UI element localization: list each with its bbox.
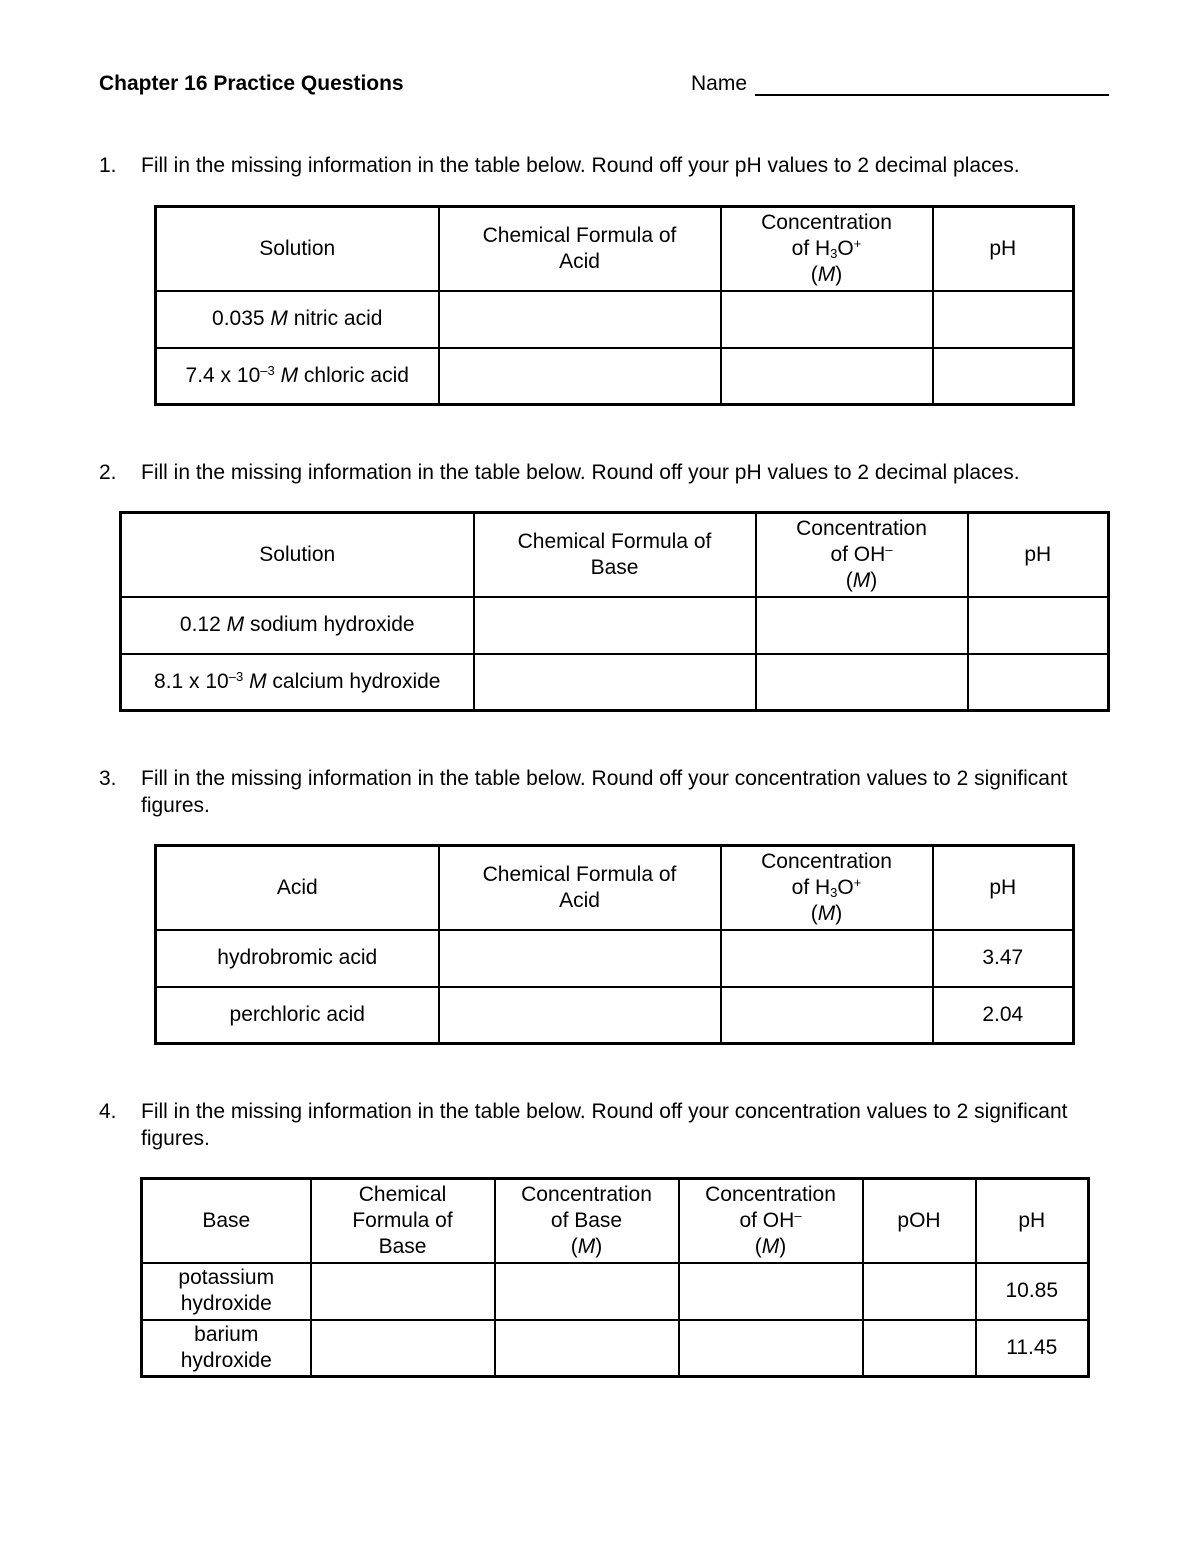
base-cell: potassium hydroxide: [142, 1263, 311, 1320]
table-row: [121, 654, 1109, 711]
table-q1: [154, 205, 1075, 406]
question-number: 2.: [99, 461, 117, 484]
header-cell: pH: [968, 513, 1109, 597]
table-row: [156, 291, 1074, 348]
concentration-base-cell[interactable]: [495, 1320, 679, 1377]
table-row: [142, 1320, 1089, 1377]
poh-cell[interactable]: [863, 1320, 976, 1377]
table-header-row: [142, 1179, 1089, 1263]
concentration-cell[interactable]: [721, 291, 933, 348]
header-cell: Solution: [121, 513, 474, 597]
header-cell: Chemical Formula of Base: [311, 1179, 495, 1263]
ph-cell[interactable]: [968, 597, 1109, 654]
table-header-row: [156, 846, 1074, 930]
name-field: [691, 72, 1109, 96]
formula-cell[interactable]: [439, 348, 721, 405]
formula-cell[interactable]: [439, 291, 721, 348]
formula-cell[interactable]: [474, 597, 756, 654]
header-cell: Concentration of $H_3O^+$ (M): [721, 846, 933, 930]
table-q3: [154, 844, 1075, 1045]
page-title: Chapter 16 Practice Questions: [99, 72, 404, 95]
question-prompt: Fill in the missing information in the table below. Round off your concentration values to 2 significant figures.: [141, 1100, 1068, 1150]
formula-cell[interactable]: [439, 987, 721, 1044]
solution-cell: 7.4 x $10^{-3}$ M chloric acid: [156, 348, 439, 405]
ph-cell[interactable]: [933, 348, 1074, 405]
table-row: [121, 597, 1109, 654]
table-header-row: [121, 513, 1109, 597]
name-label: Name: [691, 72, 748, 95]
concentration-cell[interactable]: [721, 987, 933, 1044]
header-cell: pH: [933, 846, 1074, 930]
formula-cell[interactable]: [311, 1263, 495, 1320]
table-row: [142, 1263, 1089, 1320]
header-cell: Concentration of Base (M): [495, 1179, 679, 1263]
header-cell: Base: [142, 1179, 311, 1263]
poh-cell[interactable]: [863, 1263, 976, 1320]
solution-cell: 0.12 M sodium hydroxide: [121, 597, 474, 654]
base-cell: barium hydroxide: [142, 1320, 311, 1377]
formula-cell[interactable]: [474, 654, 756, 711]
header-cell: Chemical Formula of Acid: [439, 846, 721, 930]
ph-cell[interactable]: [968, 654, 1109, 711]
formula-cell[interactable]: [439, 930, 721, 987]
table-q2: [119, 511, 1110, 712]
ph-cell: 11.45: [976, 1320, 1089, 1377]
question-prompt: Fill in the missing information in the table below. Round off your pH values to 2 decimal places.: [141, 154, 1020, 177]
solution-cell: hydrobromic acid: [156, 930, 439, 987]
solution-cell: 8.1 x $10^{-3}$ M calcium hydroxide: [121, 654, 474, 711]
header-cell: Solution: [156, 207, 439, 291]
header-cell: Concentration of $H_3O^+$ (M): [721, 207, 933, 291]
header-cell: Concentration of OH– (M): [756, 513, 968, 597]
question-number: 4.: [99, 1100, 117, 1123]
question-number: 3.: [99, 767, 117, 790]
name-blank-line[interactable]: [755, 74, 1109, 96]
concentration-cell[interactable]: [721, 348, 933, 405]
concentration-oh-cell[interactable]: [679, 1263, 863, 1320]
formula-cell[interactable]: [311, 1320, 495, 1377]
question-prompt: Fill in the missing information in the table below. Round off your pH values to 2 decimal places.: [141, 461, 1020, 484]
question-number: 1.: [99, 154, 117, 177]
page-header: [99, 72, 1116, 102]
table-row: [156, 987, 1074, 1044]
solution-cell: perchloric acid: [156, 987, 439, 1044]
table-q4: [140, 1177, 1090, 1378]
ph-cell: 10.85: [976, 1263, 1089, 1320]
header-cell: pOH: [863, 1179, 976, 1263]
concentration-cell[interactable]: [756, 597, 968, 654]
concentration-oh-cell[interactable]: [679, 1320, 863, 1377]
ph-cell: 2.04: [933, 987, 1074, 1044]
header-cell: pH: [976, 1179, 1089, 1263]
header-cell: Chemical Formula of Base: [474, 513, 756, 597]
header-cell: pH: [933, 207, 1074, 291]
header-cell: Chemical Formula of Acid: [439, 207, 721, 291]
question-prompt: Fill in the missing information in the table below. Round off your concentration values to 2 significant figures.: [141, 767, 1068, 817]
concentration-cell[interactable]: [721, 930, 933, 987]
ph-cell: 3.47: [933, 930, 1074, 987]
concentration-base-cell[interactable]: [495, 1263, 679, 1320]
header-cell: Acid: [156, 846, 439, 930]
table-row: [156, 930, 1074, 987]
ph-cell[interactable]: [933, 291, 1074, 348]
solution-cell: 0.035 M nitric acid: [156, 291, 439, 348]
table-row: [156, 348, 1074, 405]
header-cell: Concentration of OH– (M): [679, 1179, 863, 1263]
table-header-row: [156, 207, 1074, 291]
concentration-cell[interactable]: [756, 654, 968, 711]
